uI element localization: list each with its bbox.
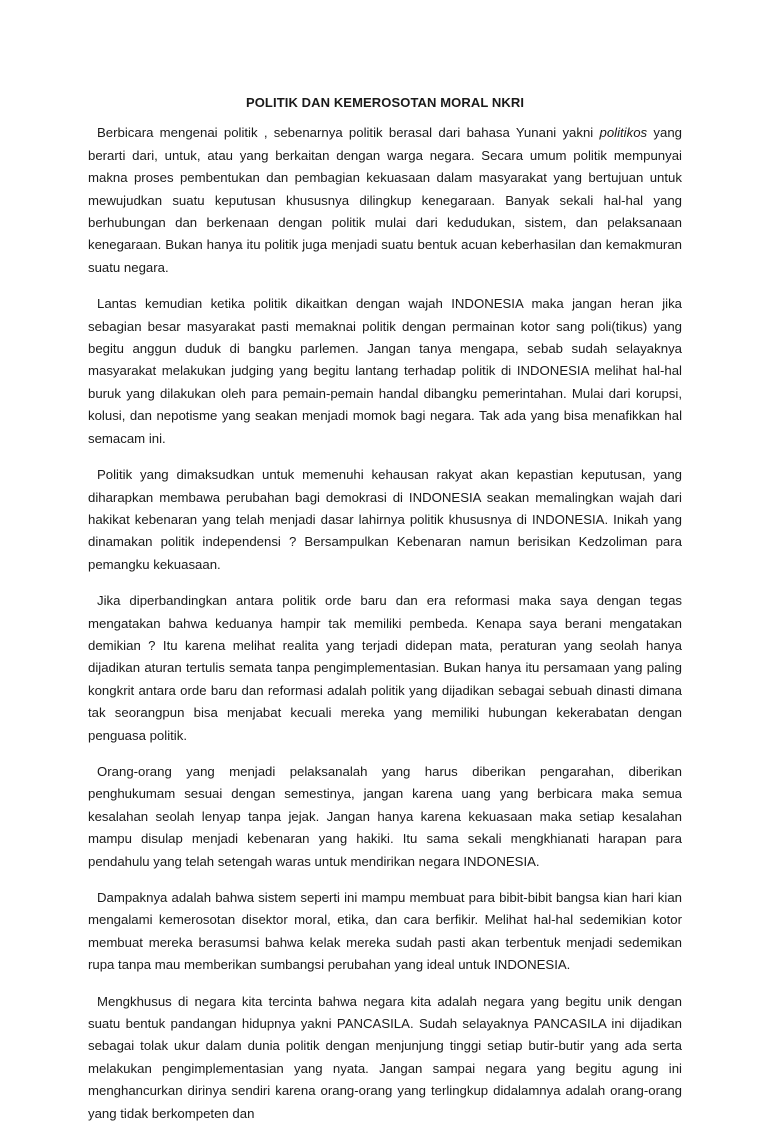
paragraph-2: Lantas kemudian ketika politik dikaitkan dengan wajah INDONESIA maka jangan heran jika sebagian besar masyarakat pasti memaknai politik dengan permainan kotor sang poli(tikus) yang begitu anggun duduk di bangku parlemen. Jangan tanya mengapa, sebab sudah selayaknya masyarakat melakukan judging yang begitu lantang terhadap politik di INDONESIA melihat hal-hal buruk yang dilakukan oleh para pemain-pemain handal dibangku pemerintahan. Mulai dari korupsi, kolusi, dan nepotisme yang seakan menjadi momok bagi negara. Tak ada yang bisa menafikkan hal semacam ini. xyxy=(88,296,682,446)
paragraph-5: Orang-orang yang menjadi pelaksanalah yang harus diberikan pengarahan, diberikan penghukumam sesuai dengan semestinya, jangan karena uang yang berbicara maka semua kesalahan seolah lenyap tanpa jejak. Jangan hanya karena kekuasaan maka setiap kesalahan mampu disulap menjadi kebenaran yang hakiki. Itu sama sekali mengkhianati harapan para pendahulu yang telah setengah waras untuk mendirikan negara INDONESIA. xyxy=(88,763,682,869)
paragraph-1 xyxy=(88,122,682,279)
paragraph-1-italic-term: politikos xyxy=(599,125,648,141)
paragraph-1-text-before: Berbicara mengenai politik , sebenarnya politik berasal dari bahasa Yunani yakni xyxy=(97,125,600,141)
paragraph-6: Dampaknya adalah bahwa sistem seperti ini mampu membuat para bibit-bibit bangsa kian hari kian mengalami kemerosotan disektor moral, etika, dan cara berfikir. Melihat hal-hal sedemikian kotor membuat mereka berasumsi bahwa kelak mereka sudah pasti akan terbentuk menjadi sedemikan rupa tanpa mau memberikan sumbangsi perubahan yang ideal untuk INDONESIA. xyxy=(88,890,682,973)
paragraph-1-text-after: yang berarti dari, untuk, atau yang berkaitan dengan warga negara. Secara umum politik mempunyai makna proses pembentukan dan pembagian kekuasaan dalam masyarakat yang bertujuan untuk mewujudkan suatu keputusan khususnya dilingkup kenegaraan. Banyak sekali hal-hal yang berhubungan dan berkenaan dengan politik mulai dari kedudukan, sistem, dan pelaksanaan kenegaraan. Bukan hanya itu politik juga menjadi suatu bentuk acuan keberhasilan dan kemakmuran suatu negara. xyxy=(88,125,682,275)
document-title: POLITIK DAN KEMEROSOTAN MORAL NKRI xyxy=(245,95,525,110)
paragraph-4: Jika diperbandingkan antara politik orde baru dan era reformasi maka saya dengan tegas mengatakan bahwa keduanya hampir tak memiliki pembeda. Kenapa saya berani mengatakan demikian ? Itu karena melihat realita yang terjadi didepan mata, peraturan yang seolah hanya dijadikan aturan tertulis semata tanpa pengimplementasian. Bukan hanya itu persamaan yang paling kongkrit antara orde baru dan reformasi adalah politik yang dijadikan sebagai sebuah dinasti dimana tak seorangpun bisa menjabat kecuali mereka yang memiliki hubungan kekerabatan dengan penguasa politik. xyxy=(88,593,682,743)
paragraph-7: Mengkhusus di negara kita tercinta bahwa negara kita adalah negara yang begitu unik dengan suatu bentuk pandangan hidupnya yakni PANCASILA. Sudah selayaknya PANCASILA ini dijadikan sebagai tolak ukur dalam dunia politik dengan menjunjung tinggi setiap butir-butir yang ada serta melakukan pengimplementasian yang nyata. Jangan sampai negara yang begitu agung ini menghancurkan dirinya sendiri karena orang-orang yang terlingkup didalamnya adalah orang-orang yang tidak berkompeten dan xyxy=(88,993,682,1121)
paragraph-3: Politik yang dimaksudkan untuk memenuhi kehausan rakyat akan kepastian keputusan, yang diharapkan membawa perubahan bagi demokrasi di INDONESIA seakan memalingkan wajah dari hakikat kebenaran yang telah menjadi dasar lahirnya politik khususnya di INDONESIA. Inikah yang dinamakan politik independensi ? Bersampulkan Kebenaran namun berisikan Kedzoliman para pemangku kekuasaan. xyxy=(88,467,682,572)
